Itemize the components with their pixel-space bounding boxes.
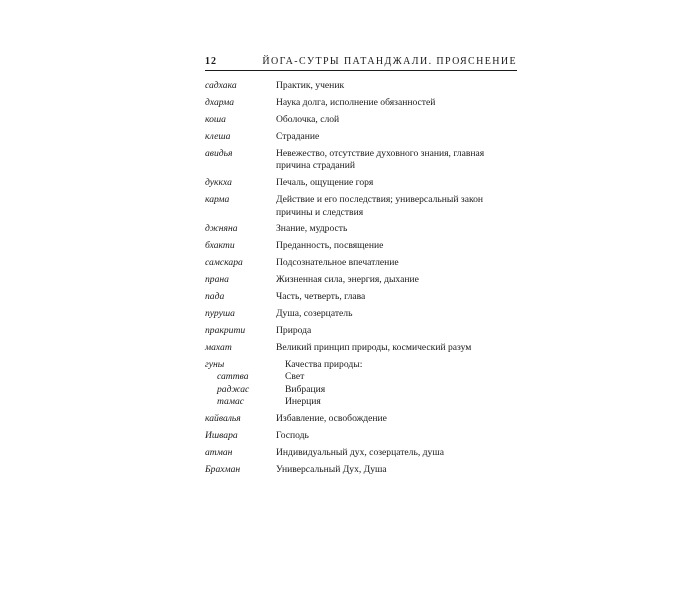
definition-line: Действие и его последствия; универсальный закон xyxy=(276,193,484,205)
glossary-term: клеша xyxy=(205,130,231,142)
definition-line: Печаль, ощущение горя xyxy=(276,177,374,189)
glossary-term: прана xyxy=(205,274,229,286)
definition-line: причина страданий xyxy=(276,160,355,172)
definition-line: Природа xyxy=(276,324,312,336)
glossary-term: пада xyxy=(205,290,225,302)
definition-line: Индивидуальный дух, созерцатель, душа xyxy=(276,447,444,458)
glossary-term: атман xyxy=(205,447,233,458)
definition-line: Душа, созерцатель xyxy=(276,307,353,319)
glossary-term: джняна xyxy=(205,223,238,235)
glossary-entries-before xyxy=(205,80,517,354)
glossary-term: бхакти xyxy=(205,240,235,252)
guna-term: саттва xyxy=(217,371,249,383)
glossary-definition xyxy=(276,447,517,460)
gunas-subterms xyxy=(205,371,517,409)
guna-term: тамас xyxy=(217,396,245,408)
glossary xyxy=(205,80,517,481)
glossary-term: коша xyxy=(205,113,226,125)
glossary-entry-gunas xyxy=(205,359,517,409)
glossary-term: махат xyxy=(205,341,232,353)
glossary-term: гуны xyxy=(205,358,225,370)
glossary-definition xyxy=(276,274,517,287)
glossary-term: кайвалья xyxy=(205,413,241,425)
glossary-term: самскара xyxy=(205,257,243,269)
glossary-term: дхарма xyxy=(205,96,235,108)
definition-line: Знание, мудрость xyxy=(276,223,348,235)
definition-line: Универсальный Дух, Душа xyxy=(276,463,387,475)
glossary-definition xyxy=(276,80,517,93)
guna-definition: Свет xyxy=(285,371,305,383)
glossary-entry xyxy=(205,342,517,355)
glossary-definition xyxy=(276,177,517,190)
definition-line: Часть, четверть, глава xyxy=(276,290,366,302)
glossary-entry xyxy=(205,131,517,144)
definition-line: Оболочка, слой xyxy=(276,113,340,125)
glossary-definition xyxy=(276,342,517,355)
glossary-definition xyxy=(276,413,517,426)
glossary-term: садхака xyxy=(205,80,237,91)
glossary-entry xyxy=(205,257,517,270)
glossary-entry xyxy=(205,148,517,173)
definition-line: Подсознательное впечатление xyxy=(276,257,399,269)
glossary-entry xyxy=(205,80,517,93)
book-title: ЙОГА-СУТРЫ ПАТАНДЖАЛИ. ПРОЯСНЕНИЕ xyxy=(262,56,517,67)
glossary-entries-after xyxy=(205,413,517,476)
definition-line: Преданность, посвящение xyxy=(276,240,384,252)
guna-subentry xyxy=(205,396,517,409)
definition-line: Наука долга, исполнение обязанностей xyxy=(276,96,436,108)
glossary-definition xyxy=(276,464,517,477)
guna-subentry xyxy=(205,384,517,397)
glossary-definition xyxy=(276,430,517,443)
glossary-definition xyxy=(276,257,517,270)
glossary-entry xyxy=(205,413,517,426)
glossary-entry xyxy=(205,97,517,110)
definition-line: Невежество, отсутствие духовного знания, главная xyxy=(276,147,485,159)
glossary-entry xyxy=(205,291,517,304)
definition-line: Великий принцип природы, космический разум xyxy=(276,341,472,353)
glossary-definition xyxy=(276,240,517,253)
glossary-term: Брахман xyxy=(205,463,241,475)
definition-line: Господь xyxy=(276,430,309,442)
guna-term: раджас xyxy=(217,383,250,395)
definition-line: Жизненная сила, энергия, дыхание xyxy=(276,274,419,286)
glossary-definition: Качества природы: xyxy=(285,358,363,370)
glossary-term: карма xyxy=(205,193,230,205)
glossary-term: пуруша xyxy=(205,307,235,319)
glossary-definition xyxy=(276,194,517,219)
glossary-definition xyxy=(276,308,517,321)
glossary-term: пракрити xyxy=(205,324,246,336)
glossary-entry xyxy=(205,464,517,477)
guna-definition: Вибрация xyxy=(285,383,326,395)
running-head xyxy=(205,56,517,68)
glossary-term: дуккха xyxy=(205,177,232,189)
glossary-entry xyxy=(205,308,517,321)
glossary-term: Ишвара xyxy=(205,430,238,442)
glossary-entry xyxy=(205,194,517,219)
header-rule xyxy=(205,70,517,71)
glossary-entry xyxy=(205,223,517,236)
definition-line: Страдание xyxy=(276,130,320,142)
glossary-definition xyxy=(276,114,517,127)
glossary-entry xyxy=(205,177,517,190)
definition-line: причины и следствия xyxy=(276,206,364,218)
page-number: 12 xyxy=(205,56,217,67)
glossary-definition xyxy=(276,148,517,173)
glossary-term: авидья xyxy=(205,147,233,159)
guna-definition: Инерция xyxy=(285,396,321,408)
glossary-definition xyxy=(276,291,517,304)
glossary-entry xyxy=(205,240,517,253)
glossary-definition xyxy=(276,97,517,110)
glossary-definition xyxy=(276,223,517,236)
definition-line: Практик, ученик xyxy=(276,80,345,91)
glossary-entry xyxy=(205,114,517,127)
definition-line: Избавление, освобождение xyxy=(276,413,387,425)
glossary-definition xyxy=(276,325,517,338)
glossary-entry xyxy=(205,430,517,443)
glossary-definition xyxy=(276,131,517,144)
glossary-entry xyxy=(205,325,517,338)
glossary-entry xyxy=(205,447,517,460)
guna-subentry xyxy=(205,371,517,384)
glossary-entry xyxy=(205,274,517,287)
